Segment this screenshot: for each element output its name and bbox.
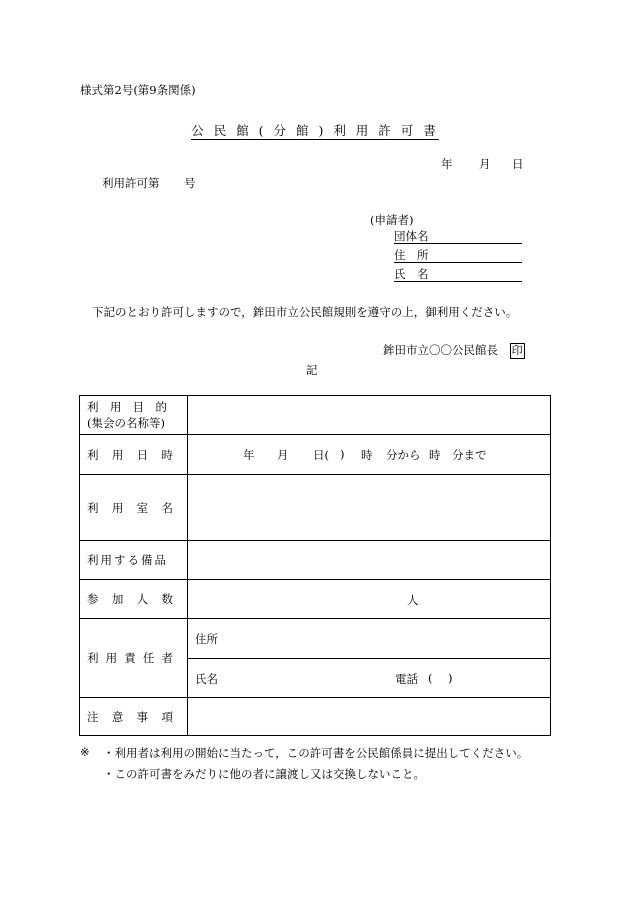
applicant-group-label: 団体名 (394, 229, 429, 243)
field-purpose[interactable] (188, 396, 551, 435)
ki-mark: 記 (306, 363, 318, 377)
footnote-item-1: ・利用者は利用の開始に当たって，この許可書を公民館係員に提出してください。 (103, 746, 529, 760)
applicant-address-label: 住 所 (394, 248, 429, 262)
label-responsible: 利 用 責 任 者 (80, 619, 188, 698)
row-responsible-address (80, 619, 551, 659)
applicant-name-label: 氏 名 (394, 267, 429, 281)
responsible-name-label: 氏名 (195, 672, 218, 686)
permission-statement: 下記のとおり許可しますので，鉾田市立公民館規則を遵守の上，御利用ください。 (92, 305, 518, 319)
applicant-group-field[interactable] (394, 228, 522, 244)
footnote-item-2: ・この許可書をみだりに他の者に譲渡し又は交換しないこと。 (103, 767, 425, 781)
applicant-address-field[interactable] (394, 247, 522, 263)
field-responsible-name[interactable]: 氏名 電話 ( ) (188, 659, 551, 698)
seal-mark: 印 (511, 344, 523, 357)
date-day: 日 (512, 157, 524, 171)
applicant-heading: (申請者) (370, 213, 414, 227)
date-month: 月 (479, 157, 491, 171)
field-notes[interactable] (188, 698, 551, 736)
row-purpose (80, 396, 551, 435)
label-purpose-sub: (集会の名称等) (87, 416, 165, 430)
date-year: 年 (441, 157, 453, 171)
form-number: 様式第2号(第9条関係) (80, 83, 196, 97)
field-room[interactable] (188, 475, 551, 541)
row-notes (80, 698, 551, 736)
label-purpose: 利 用 目 的 (集会の名称等) (80, 396, 188, 435)
footnote-mark: ※ (80, 745, 90, 759)
permit-suffix: 号 (184, 176, 196, 190)
label-datetime: 利 用 日 時 (80, 435, 188, 475)
issuer-name: 鉾田市立〇〇公民館長 (383, 343, 498, 357)
permit-prefix: 利用許可第 (102, 176, 160, 190)
field-datetime[interactable]: 年 月 日( ) 時 分から 時 分まで (188, 435, 551, 475)
document-title: 公 民 館 ( 分 館 ) 利 用 許 可 書 (191, 123, 439, 138)
field-equipment[interactable] (188, 541, 551, 580)
label-room: 利 用 室 名 (80, 475, 188, 541)
issuer (383, 342, 525, 359)
row-equipment (80, 541, 551, 580)
usage-form-table (79, 395, 551, 736)
responsible-phone-label: 電話 (395, 672, 418, 686)
responsible-address-label: 住所 (195, 632, 218, 646)
row-room (80, 475, 551, 541)
field-responsible-address[interactable] (188, 619, 551, 659)
row-participants (80, 580, 551, 619)
field-participants[interactable] (188, 580, 551, 619)
row-datetime (80, 435, 551, 475)
applicant-name-field[interactable] (394, 266, 522, 282)
participants-unit: 人 (407, 593, 419, 607)
label-notes: 注 意 事 項 (80, 698, 188, 736)
label-participants: 参 加 人 数 (80, 580, 188, 619)
label-equipment: 利用する備品 (80, 541, 188, 580)
